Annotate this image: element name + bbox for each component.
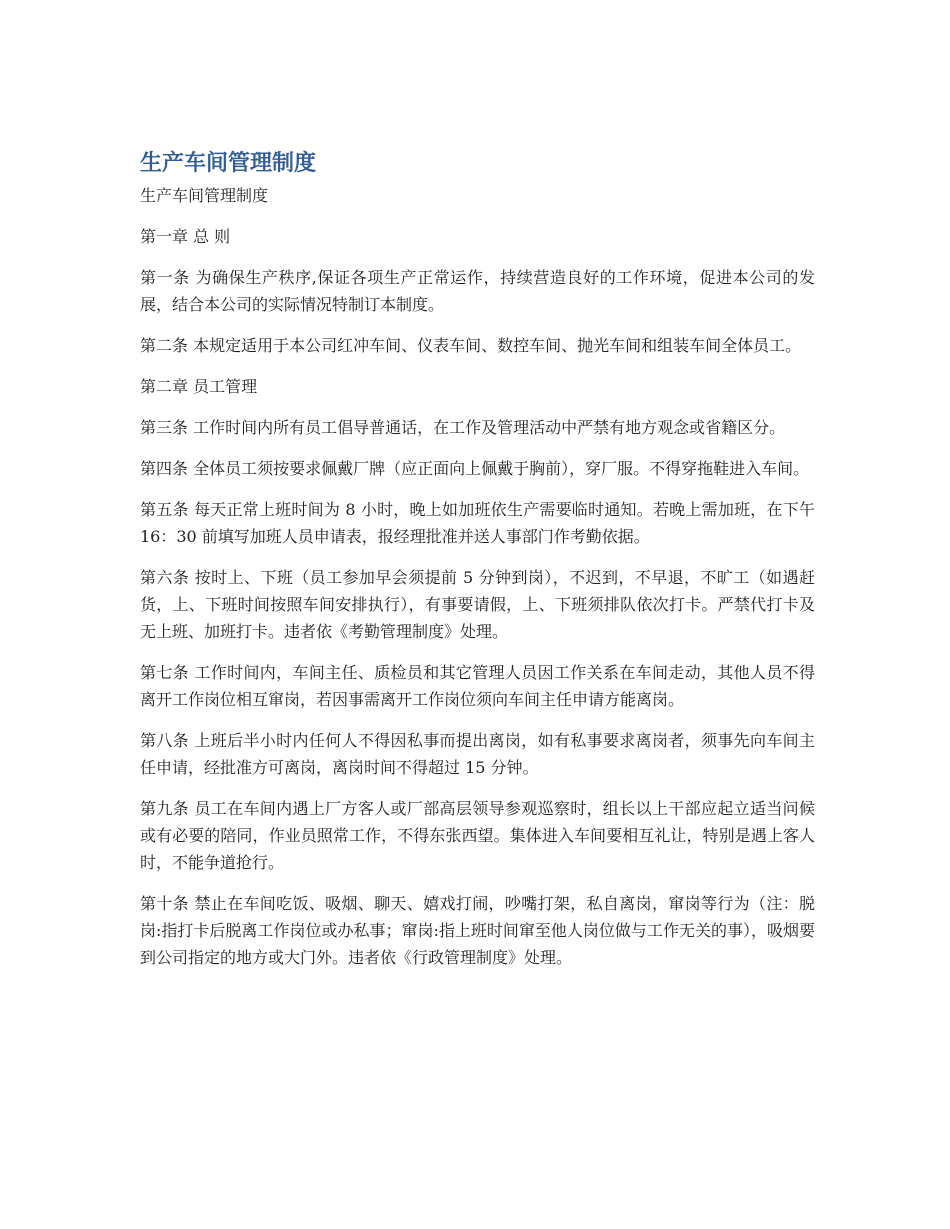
subtitle-paragraph: 生产车间管理制度: [140, 186, 269, 205]
chapter-heading: 第一章 总 则: [140, 227, 231, 246]
article-paragraph: 第十条 禁止在车间吃饭、吸烟、聊天、嬉戏打闹，吵嘴打架，私自离岗，窜岗等行为（注：脱岗:指打卡后脱离工作岗位或办私事；窜岗:指上班时间窜至他人岗位做与工作无关的事），吸烟要到公司指定的地方或大门外。违者依《行政管理制度》处理。: [140, 894, 815, 967]
article-paragraph: 第二条 本规定适用于本公司红冲车间、仪表车间、数控车间、抛光车间和组装车间全体员工。: [140, 336, 802, 355]
article-paragraph: 第七条 工作时间内，车间主任、质检员和其它管理人员因工作关系在车间走动，其他人员不得离开工作岗位相互窜岗，若因事需离开工作岗位须向车间主任申请方能离岗。: [140, 663, 815, 709]
document-body: [140, 148, 815, 985]
article-paragraph: 第四条 全体员工须按要求佩戴厂牌（应正面向上佩戴于胸前），穿厂服。不得穿拖鞋进入车间。: [140, 459, 810, 478]
article-paragraph: 第一条 为确保生产秩序,保证各项生产正常运作，持续营造良好的工作环境，促进本公司的发展，结合本公司的实际情况特制订本制度。: [140, 268, 815, 314]
article-paragraph: 第八条 上班后半小时内任何人不得因私事而提出离岗，如有私事要求离岗者，须事先向车间主任申请，经批准方可离岗，离岗时间不得超过 15 分钟。: [140, 731, 815, 777]
article-paragraph: 第六条 按时上、下班（员工参加早会须提前 5 分钟到岗），不迟到，不早退，不旷工（如遇赶货，上、下班时间按照车间安排执行），有事要请假，上、下班须排队依次打卡。严禁代打卡及无上班、加班打卡。违者依《考勤管理制度》处理。: [140, 568, 815, 641]
article-paragraph: 第三条 工作时间内所有员工倡导普通话，在工作及管理活动中严禁有地方观念或省籍区分。: [140, 418, 786, 437]
article-paragraph: 第九条 员工在车间内遇上厂方客人或厂部高层领导参观巡察时，组长以上干部应起立适当问候或有必要的陪同，作业员照常工作，不得东张西望。集体进入车间要相互礼让，特别是遇上客人时，不能争道抢行。: [140, 799, 815, 872]
document-title: 生产车间管理制度: [140, 151, 317, 176]
chapter-heading: 第二章 员工管理: [140, 377, 258, 396]
article-paragraph: 第五条 每天正常上班时间为 8 小时，晚上如加班依生产需要临时通知。若晚上需加班，在下午 16：30 前填写加班人员申请表，报经理批准并送人事部门作考勤依据。: [140, 500, 815, 546]
